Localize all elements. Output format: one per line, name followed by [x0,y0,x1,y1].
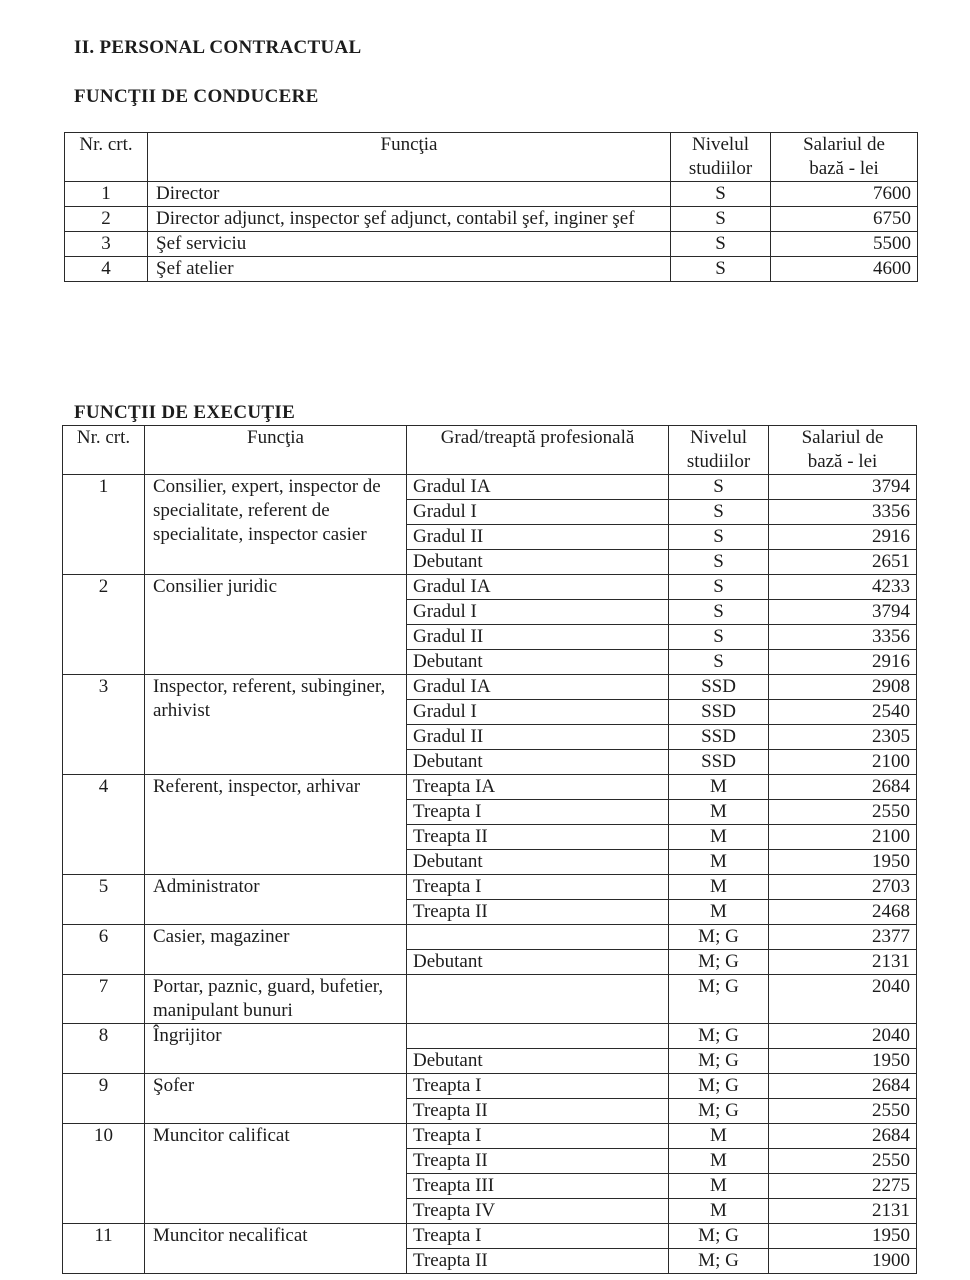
cell-nivel: S [671,182,771,207]
header-grad: Grad/treaptă profesională [407,426,669,475]
cell-salariu: 5500 [771,232,918,257]
cell-grad: Gradul II [407,625,669,650]
cell-salariu: 1950 [769,1049,917,1074]
cell-functia: Referent, inspector, arhivar [145,775,407,875]
header-functia: Funcţia [148,133,671,182]
cell-functia: Consilier, expert, inspector de specialitate, referent de specialitate, inspector casier [145,475,407,575]
cell-salariu: 2131 [769,1199,917,1224]
cell-nr: 10 [63,1124,145,1224]
table-row [63,925,917,950]
table-row [65,257,918,282]
cell-nr: 6 [63,925,145,975]
cell-nivel: S [669,575,769,600]
cell-grad [407,1024,669,1049]
cell-nivel: S [669,600,769,625]
cell-nr: 4 [65,257,148,282]
cell-functia: Consilier juridic [145,575,407,675]
table-row [63,1224,917,1249]
cell-grad: Treapta I [407,1124,669,1149]
cell-grad: Treapta IV [407,1199,669,1224]
cell-salariu: 2550 [769,1099,917,1124]
cell-salariu: 2703 [769,875,917,900]
cell-grad: Gradul IA [407,475,669,500]
cell-nivel: M; G [669,1074,769,1099]
cell-salariu: 2275 [769,1174,917,1199]
cell-nivel: SSD [669,675,769,700]
cell-salariu: 1950 [769,850,917,875]
cell-grad: Gradul I [407,700,669,725]
cell-salariu: 2100 [769,750,917,775]
cell-grad: Debutant [407,650,669,675]
cell-salariu: 2100 [769,825,917,850]
cell-grad: Treapta II [407,1249,669,1274]
cell-functia: Director [148,182,671,207]
cell-nivel: M [669,1124,769,1149]
table-row [63,1024,917,1049]
header-salariu: Salariul de bază - lei [769,426,917,475]
cell-nivel: M; G [669,1099,769,1124]
cell-salariu: 4233 [769,575,917,600]
cell-nivel: M; G [669,1224,769,1249]
cell-salariu: 2550 [769,800,917,825]
cell-nr: 1 [65,182,148,207]
header-salariu: Salariul de bază - lei [771,133,918,182]
cell-nivel: M [669,1199,769,1224]
cell-salariu: 2377 [769,925,917,950]
cell-nr: 5 [63,875,145,925]
cell-grad: Debutant [407,850,669,875]
table-conducere-body [65,182,918,282]
table-row [63,975,917,1024]
cell-salariu: 2540 [769,700,917,725]
cell-grad: Debutant [407,750,669,775]
cell-salariu: 2916 [769,525,917,550]
cell-functia: Muncitor necalificat [145,1224,407,1274]
cell-nivel: S [671,232,771,257]
cell-grad: Treapta III [407,1174,669,1199]
table-row [63,675,917,700]
cell-functia: Şef serviciu [148,232,671,257]
cell-nivel: SSD [669,750,769,775]
cell-grad: Gradul IA [407,675,669,700]
cell-nr: 9 [63,1074,145,1124]
cell-salariu: 2550 [769,1149,917,1174]
cell-grad: Treapta II [407,1149,669,1174]
table-row [63,1124,917,1149]
cell-nr: 2 [63,575,145,675]
section-title-executie: FUNCŢII DE EXECUŢIE [74,402,296,423]
cell-salariu: 1900 [769,1249,917,1274]
cell-nivel: M [669,850,769,875]
cell-nivel: SSD [669,700,769,725]
cell-salariu: 2684 [769,775,917,800]
cell-nr: 1 [63,475,145,575]
cell-functia: Director adjunct, inspector şef adjunct, contabil şef, inginer şef [148,207,671,232]
cell-nivel: M; G [669,1249,769,1274]
cell-functia: Casier, magaziner [145,925,407,975]
cell-nivel: M; G [669,950,769,975]
cell-nr: 3 [63,675,145,775]
cell-nivel: S [671,207,771,232]
table-row [63,775,917,800]
table-executie [62,425,917,1274]
cell-salariu: 2651 [769,550,917,575]
cell-nivel: M [669,775,769,800]
header-nivel: Nivelul studiilor [671,133,771,182]
cell-salariu: 2131 [769,950,917,975]
cell-nivel: S [669,550,769,575]
cell-nivel: S [669,625,769,650]
header-functia: Funcţia [145,426,407,475]
cell-functia: Administrator [145,875,407,925]
cell-salariu: 2908 [769,675,917,700]
cell-salariu: 6750 [771,207,918,232]
cell-salariu: 2684 [769,1124,917,1149]
table-executie-body [63,475,917,1274]
table-row [65,182,918,207]
cell-grad: Treapta II [407,825,669,850]
cell-nivel: S [669,650,769,675]
cell-salariu: 2040 [769,975,917,1024]
cell-nivel: S [669,475,769,500]
cell-functia: Îngrijitor [145,1024,407,1074]
cell-nivel: M; G [669,925,769,950]
cell-grad: Debutant [407,1049,669,1074]
table-row [65,232,918,257]
cell-grad: Treapta I [407,875,669,900]
table-row [65,207,918,232]
cell-grad: Treapta IA [407,775,669,800]
cell-salariu: 3794 [769,475,917,500]
cell-salariu: 2305 [769,725,917,750]
cell-functia: Inspector, referent, subinginer, arhivist [145,675,407,775]
cell-nr: 4 [63,775,145,875]
cell-salariu: 7600 [771,182,918,207]
cell-functia: Muncitor calificat [145,1124,407,1224]
table-row [63,875,917,900]
cell-nivel: M; G [669,975,769,1024]
header-nr: Nr. crt. [63,426,145,475]
cell-functia: Portar, paznic, guard, bufetier, manipulant bunuri [145,975,407,1024]
section-title-conducere: FUNCŢII DE CONDUCERE [74,86,319,107]
cell-nivel: S [669,525,769,550]
cell-grad: Gradul IA [407,575,669,600]
table-row [63,475,917,500]
cell-nr: 3 [65,232,148,257]
cell-salariu: 3356 [769,625,917,650]
cell-nivel: M [669,1149,769,1174]
cell-salariu: 1950 [769,1224,917,1249]
cell-functia: Şofer [145,1074,407,1124]
cell-grad: Debutant [407,550,669,575]
cell-salariu: 2468 [769,900,917,925]
cell-grad: Debutant [407,950,669,975]
cell-nr: 11 [63,1224,145,1274]
cell-salariu: 2040 [769,1024,917,1049]
cell-salariu: 3356 [769,500,917,525]
header-nr: Nr. crt. [65,133,148,182]
cell-grad: Gradul I [407,500,669,525]
cell-grad [407,925,669,950]
table-row [63,1074,917,1099]
cell-grad: Treapta I [407,800,669,825]
cell-grad [407,975,669,1024]
cell-nivel: M [669,1174,769,1199]
cell-nivel: SSD [669,725,769,750]
cell-salariu: 2916 [769,650,917,675]
cell-nivel: M [669,900,769,925]
table-row [63,575,917,600]
cell-nr: 8 [63,1024,145,1074]
cell-nivel: M; G [669,1024,769,1049]
cell-grad: Treapta II [407,1099,669,1124]
cell-functia: Şef atelier [148,257,671,282]
cell-nivel: S [671,257,771,282]
cell-nr: 2 [65,207,148,232]
cell-nivel: M [669,800,769,825]
cell-salariu: 4600 [771,257,918,282]
cell-grad: Treapta II [407,900,669,925]
cell-nr: 7 [63,975,145,1024]
cell-salariu: 3794 [769,600,917,625]
cell-grad: Treapta I [407,1074,669,1099]
cell-grad: Gradul II [407,725,669,750]
cell-grad: Gradul II [407,525,669,550]
cell-grad: Treapta I [407,1224,669,1249]
cell-nivel: M [669,875,769,900]
cell-nivel: M [669,825,769,850]
cell-grad: Gradul I [407,600,669,625]
main-heading: II. PERSONAL CONTRACTUAL [74,37,362,58]
cell-salariu: 2684 [769,1074,917,1099]
cell-nivel: S [669,500,769,525]
header-nivel: Nivelul studiilor [669,426,769,475]
table-conducere [64,132,918,282]
cell-nivel: M; G [669,1049,769,1074]
